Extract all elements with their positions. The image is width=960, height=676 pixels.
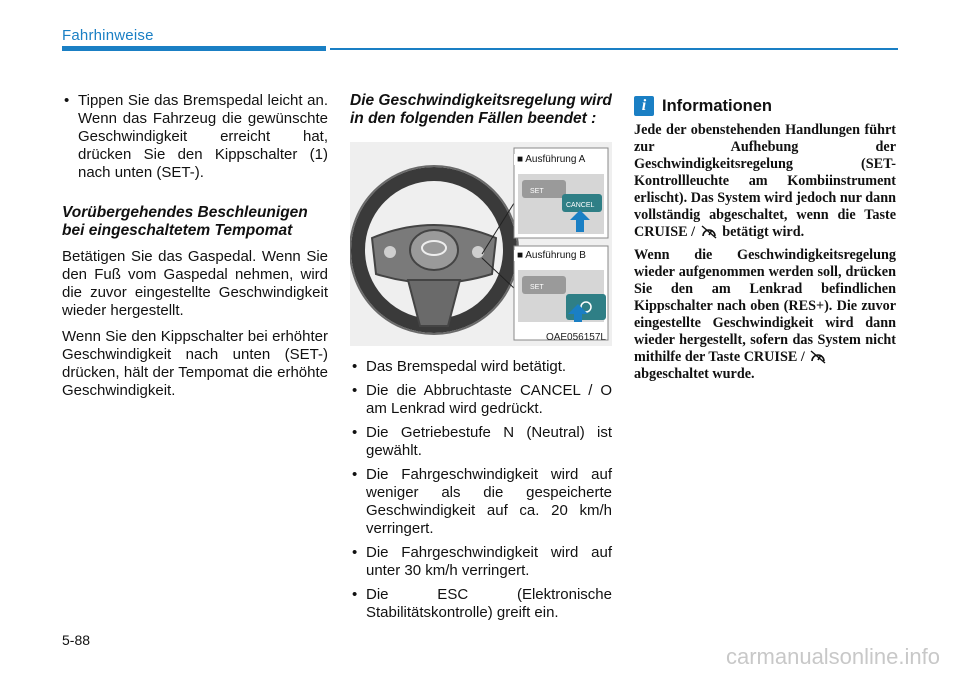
subheading: Die Geschwindigkeitsregelung wird in den folgenden Fällen beendet : <box>350 92 612 127</box>
list-item: • Die Fahrgeschwindigkeit wird auf weniger als die gespeicherte Geschwindigkeit auf ca. 20 km/h verringert. <box>350 466 612 538</box>
svg-text:SET: SET <box>530 284 544 291</box>
paragraph: Betätigen Sie das Gaspedal. Wenn Sie den Fuß vom Gaspedal nehmen, wird die zuvor eingestellte Geschwindigkeit wieder hergestellt. <box>62 248 328 319</box>
info-paragraph <box>634 247 896 383</box>
list-item: • Tippen Sie das Bremspedal leicht an. Wenn das Fahrzeug die gewünschte Geschwindigkeit erreicht hat, drücken Sie den Kippschalter (1) nach unten (SET-). <box>62 92 328 182</box>
info-text: Wenn die Geschwindigkeitsregelung wieder aufgenommen werden soll, drücken Sie den am Lenkrad befindlichen Kippschalter nach oben (RES+). Die zuvor eingestellte Geschwindigkeit wird dann wieder hergestellt, sofern das System nicht mithilfe der Taste CRUISE / <box>634 247 896 365</box>
subheading: Vorübergehendes Beschleunigen bei eingeschaltetem Tempomat <box>62 204 308 239</box>
page-number: 5-88 <box>62 632 91 648</box>
info-text: abgeschaltet wurde. <box>634 366 755 382</box>
list-item: • Die die Abbruchtaste CANCEL / O am Lenkrad wird gedrückt. <box>350 382 612 418</box>
steering-wheel-illustration <box>350 142 612 346</box>
column-1 <box>62 92 328 400</box>
set-button <box>522 180 566 198</box>
list-item: • Das Bremspedal wird betätigt. <box>350 358 612 376</box>
header-rule-thick <box>62 46 326 51</box>
info-title: Informationen <box>662 96 772 115</box>
col2-bullet-list <box>350 358 612 622</box>
list-item: • Die Fahrgeschwindigkeit wird auf unter 30 km/h verringert. <box>350 544 612 580</box>
column-3 <box>634 92 896 383</box>
list-item: • Die ESC (Elektronische Stabilitätskontrolle) greift ein. <box>350 586 612 622</box>
info-paragraph <box>634 122 896 241</box>
set-label: SET <box>530 188 544 195</box>
col1-bullet-list <box>62 92 328 182</box>
cancel-label: CANCEL <box>566 202 595 209</box>
paragraph: Wenn Sie den Kippschalter bei erhöhter Geschwindigkeit nach unten (SET-) drücken, hält der Tempomat die erhöhte Geschwindigkeit. <box>62 328 328 399</box>
variant-a-label: ■ Ausführung A <box>514 154 588 165</box>
cruise-control-icon <box>701 225 717 239</box>
variant-b-label: ■ Ausführung B <box>514 250 589 261</box>
list-item: • Die Getriebestufe N (Neutral) ist gewählt. <box>350 424 612 460</box>
header-rule-thin <box>330 48 898 50</box>
info-icon: i <box>634 96 654 116</box>
figure-caption: OAE056157L <box>545 332 606 343</box>
info-text: betätigt wird. <box>722 224 805 240</box>
column-2 <box>350 92 612 628</box>
cruise-control-icon <box>810 350 826 364</box>
section-title: Fahrhinweise <box>62 27 154 44</box>
info-text: Jede der obenstehenden Handlungen führt zur Aufhebung der Geschwindigkeitsregelung (SET-Kontrollleuchte am Kombiinstrument erlischt). Das System wird jedoch nur dann vollständig abgeschaltet, wenn die Taste CRUISE / <box>634 122 896 240</box>
steering-wheel-figure <box>350 142 612 346</box>
info-header <box>634 96 896 116</box>
watermark: carmanualsonline.info <box>725 644 940 669</box>
